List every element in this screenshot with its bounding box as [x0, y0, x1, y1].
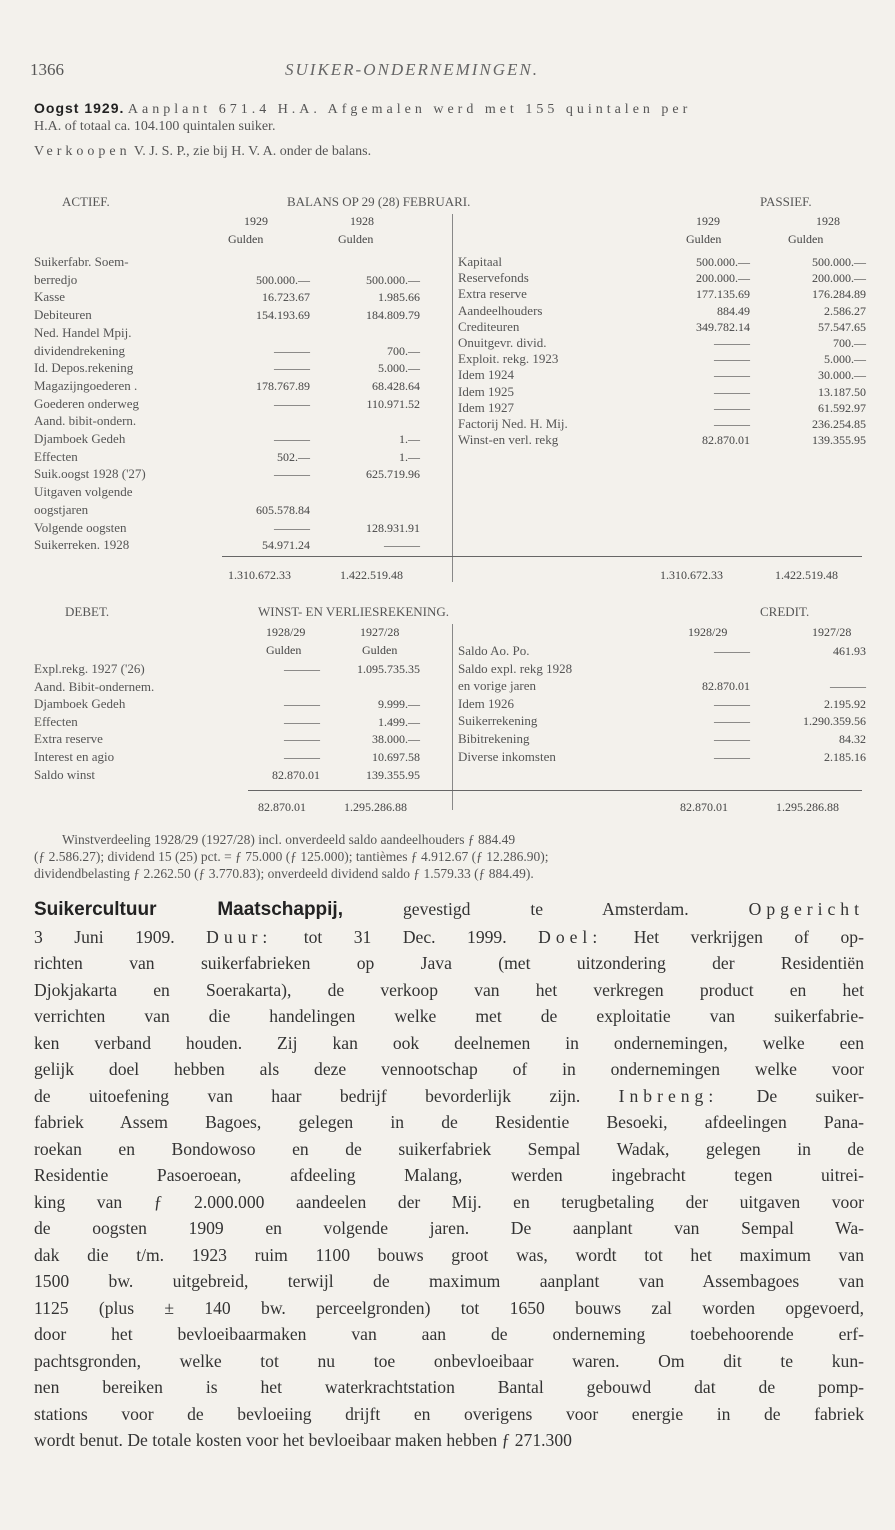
col-year-1929-left: 1929: [244, 214, 268, 228]
liability-row-label: Idem 1925: [458, 383, 514, 399]
col-unit-right-2: Gulden: [788, 232, 824, 246]
debit-row-label: Djamboek Gedeh: [34, 696, 126, 712]
liability-row-label: Reservefonds: [458, 270, 529, 286]
debit-row-value: 1.095.735.35: [357, 662, 420, 676]
company-line-21: wordt benut. De totale kosten voor het bevloeibaar maken hebben ƒ 271.300: [34, 1430, 572, 1450]
company-line-9: fabriek Assem Bagoes, gelegen in de Residentie Besoeki, afdeelingen Pana-: [34, 1112, 864, 1132]
asset-row-label: Kasse: [34, 289, 66, 305]
liability-row-label: Onuitgevr. divid.: [458, 335, 547, 350]
liability-row-label: Idem 1927: [458, 399, 514, 415]
winst-col-year-2-left: 1927/28: [360, 625, 400, 639]
asset-row-label: Uitgaven volgende: [34, 484, 133, 500]
liability-row-value: 349.782.14: [696, 319, 750, 334]
debit-row-label: Expl.rekg. 1927 ('26): [34, 661, 145, 676]
liability-row-value: 700.—: [833, 336, 866, 350]
credit-row-value: ———: [714, 644, 750, 658]
company-line-5: verrichten van die handelingen welke met de exploitatie van suikerfabrie-: [34, 1006, 864, 1026]
asset-row-value: 68.428.64: [372, 378, 420, 393]
liability-row-value: 236.254.85: [812, 417, 866, 431]
asset-row-value: ———: [274, 396, 310, 411]
winstverdeeling-line-1: Winstverdeeling 1928/29 (1927/28) incl. onverdeeld saldo aandeelhouders ƒ 884.49: [62, 832, 516, 847]
asset-row-label: Aand. bibit-ondern.: [34, 413, 137, 429]
liability-row-value: 139.355.95: [812, 433, 866, 448]
company-line-20: stations voor de bevloeiing drijft en overigens voor energie in de fabriek: [34, 1403, 864, 1424]
liabilities-total-1929: 1.310.672.33: [660, 568, 723, 582]
asset-row-value: ———: [274, 520, 310, 535]
company-description: [34, 896, 864, 1454]
asset-row-label: Effecten: [34, 448, 78, 464]
credit-total-1: 82.870.01: [680, 800, 728, 814]
company-name: Suikercultuur Maatschappij,: [34, 899, 343, 920]
liability-row-value: 57.547.65: [818, 319, 866, 334]
winst-col-year-1-right: 1928/29: [688, 625, 728, 639]
col-unit-left-1: Gulden: [228, 232, 264, 246]
col-unit-left-2: Gulden: [338, 232, 374, 246]
liability-row-value: 176.284.89: [812, 287, 866, 302]
asset-row-value: 154.193.69: [256, 308, 310, 323]
liability-row-label: Aandeelhouders: [458, 302, 543, 318]
liability-row-label: Factorij Ned. H. Mij.: [458, 416, 568, 431]
company-line-4: Djokjakarta en Soerakarta), de verkoop van het verkregen product en het: [34, 979, 864, 1000]
col-year-1928-right: 1928: [816, 214, 840, 228]
asset-row-value: ———: [274, 343, 310, 358]
asset-row-value: 54.971.24: [262, 538, 310, 553]
credit-row-label: en vorige jaren: [458, 678, 536, 694]
asset-row-label: berredjo: [34, 271, 78, 287]
debit-row-label: Effecten: [34, 713, 78, 729]
credit-row-label: Saldo expl. rekg 1928: [458, 660, 573, 676]
debit-total-2: 1.295.286.88: [344, 800, 407, 814]
asset-row-label: Suikerfabr. Soem-: [34, 254, 129, 269]
asset-row-value: ———: [274, 361, 310, 376]
liability-row-value: ———: [714, 352, 750, 367]
passief-heading: PASSIEF.: [760, 194, 812, 209]
debit-row-label: Aand. Bibit-ondernem.: [34, 678, 155, 694]
credit-row-value: ———: [714, 696, 750, 711]
liability-row-value: 177.135.69: [696, 287, 750, 302]
asset-row-value: 605.578.84: [256, 502, 310, 517]
asset-row-value: 700.—: [387, 343, 420, 358]
liability-row-value: 5.000.—: [824, 352, 866, 367]
company-line-13: de oogsten 1909 en volgende jaren. De aanplant van Sempal Wa-: [34, 1218, 864, 1238]
asset-row-label: Magazijngoederen .: [34, 377, 138, 393]
asset-row-value: ———: [384, 538, 420, 553]
company-line-6: ken verband houden. Zij kan ook deelnemen in ondernemingen, welke een: [34, 1032, 864, 1053]
credit-row-value: ———: [714, 714, 750, 729]
debit-row-value: 9.999.—: [378, 697, 420, 712]
company-line-3: richten van suikerfabrieken op Java (met uitzondering der Residentiën: [34, 953, 864, 973]
asset-row-label: Djamboek Gedeh: [34, 431, 126, 446]
debet-heading: DEBET.: [65, 604, 110, 619]
winst-col-unit-left-2: Gulden: [362, 643, 398, 657]
company-line-12: king van ƒ 2.000.000 aandeelen der Mij. en terugbetaling der uitgaven voor: [34, 1191, 864, 1212]
credit-row-value: 2.185.16: [824, 749, 866, 764]
asset-row-label: dividendrekening: [34, 342, 125, 358]
oogst-line-2: H.A. of totaal ca. 104.100 quintalen suiker.: [34, 119, 276, 134]
asset-row-label: Goederen onderweg: [34, 395, 140, 411]
credit-row-value: 2.195.92: [824, 696, 866, 711]
liability-row-value: 200.000.—: [696, 271, 750, 286]
credit-row-value: ———: [714, 732, 750, 746]
credit-row-value: ———: [830, 679, 866, 694]
oogst-text: Aanplant 671.4 H.A. Afgemalen werd met 155 quintalen per: [127, 102, 692, 117]
company-line-14: dak die t/m. 1923 ruim 1100 bouws groot was, wordt tot het maximum van: [34, 1244, 864, 1265]
debit-row-value: ———: [284, 662, 320, 676]
liability-row-label: Winst-en verl. rekg: [458, 432, 559, 448]
credit-row-label: Bibitrekening: [458, 731, 530, 746]
debit-row-label: Interest en agio: [34, 749, 115, 764]
asset-row-value: 500.000.—: [256, 272, 310, 287]
liability-row-value: 500.000.—: [812, 255, 866, 269]
asset-row-value: 625.719.96: [366, 467, 420, 482]
asset-row-value: 1.—: [399, 432, 420, 446]
liability-row-label: Crediteuren: [458, 318, 520, 334]
winst-col-year-1-left: 1928/29: [266, 625, 306, 639]
debit-row-value: ———: [284, 732, 320, 747]
liability-row-value: 200.000.—: [812, 271, 866, 286]
asset-row-value: 500.000.—: [366, 272, 420, 287]
balance-heading: BALANS OP 29 (28) FEBRUARI.: [287, 194, 471, 209]
debit-row-value: 139.355.95: [366, 767, 420, 782]
asset-row-label: oogstjaren: [34, 501, 89, 517]
running-title: SUIKER-ONDERNEMINGEN.: [285, 60, 540, 79]
company-line-2: 3 Juni 1909. Duur: tot 31 Dec. 1999. Doel: Het verkrijgen of op-: [34, 926, 864, 947]
company-line-17: door het bevloeibaarmaken van aan de onderneming toebehoorende erf-: [34, 1324, 864, 1344]
asset-row-value: 1.—: [399, 449, 420, 464]
asset-row-value: 502.—: [277, 449, 310, 464]
credit-row-value: 461.93: [833, 644, 866, 658]
debit-row-value: 38.000.—: [372, 732, 420, 747]
company-line-19: nen bereiken is het waterkrachtstation Bantal gebouwd dat de pomp-: [34, 1377, 864, 1397]
page-number: 1366: [30, 60, 64, 79]
company-line-7: gelijk doel hebben als deze vennootschap of in ondernemingen welke voor: [34, 1059, 864, 1079]
credit-row-value: ———: [714, 749, 750, 764]
liability-row-value: 884.49: [717, 303, 750, 318]
asset-row-label: Volgende oogsten: [34, 519, 127, 535]
debit-row-value: 82.870.01: [272, 767, 320, 782]
asset-row-value: 110.971.52: [366, 396, 420, 411]
asset-row-label: Debiteuren: [34, 307, 92, 323]
asset-row-value: 1.985.66: [378, 290, 420, 305]
debit-row-value: 10.697.58: [372, 750, 420, 764]
verkoopen-label: Verkoopen: [34, 144, 131, 159]
verkoopen-line: [34, 144, 371, 160]
liability-row-value: ———: [714, 400, 750, 415]
liabilities-total-1928: 1.422.519.48: [775, 568, 838, 582]
credit-row-value: 82.870.01: [702, 679, 750, 694]
asset-row-value: 5.000.—: [378, 361, 420, 376]
debit-row-value: ———: [284, 750, 320, 764]
oogst-label: Oogst 1929.: [34, 100, 125, 116]
assets-total-1928: 1.422.519.48: [340, 568, 403, 582]
debit-row-value: ———: [284, 697, 320, 712]
liability-row-value: ———: [714, 368, 750, 383]
asset-row-label: Ned. Handel Mpij.: [34, 324, 132, 340]
liability-row-value: ———: [714, 384, 750, 399]
oogst-line: [34, 100, 691, 118]
liability-row-value: 13.187.50: [818, 384, 866, 399]
liability-row-label: Exploit. rekg. 1923: [458, 351, 559, 367]
col-year-1928-left: 1928: [350, 214, 374, 228]
credit-row-value: 1.290.359.56: [803, 714, 866, 729]
asset-row-label: Suik.oogst 1928 ('27): [34, 466, 146, 482]
asset-row-value: ———: [274, 467, 310, 482]
credit-row-label: Saldo Ao. Po.: [458, 643, 530, 658]
company-line-15: 1500 bw. uitgebreid, terwijl de maximum aanplant van Assembagoes van: [34, 1271, 864, 1291]
asset-row-value: 16.723.67: [262, 290, 310, 305]
credit-row-value: 84.32: [839, 732, 866, 746]
credit-row-label: Suikerrekening: [458, 713, 538, 729]
asset-row-value: ———: [274, 432, 310, 446]
company-line-1: Suikercultuur Maatschappij, gevestigd te Amsterdam. Opgericht: [34, 899, 864, 920]
liability-row-label: Idem 1924: [458, 367, 514, 383]
asset-row-value: 128.931.91: [366, 520, 420, 535]
winst-heading: WINST- EN VERLIESREKENING.: [258, 604, 450, 619]
winst-col-year-2-right: 1927/28: [812, 625, 852, 639]
debit-row-label: Saldo winst: [34, 766, 96, 782]
col-year-1929-right: 1929: [696, 214, 720, 228]
liability-row-value: 500.000.—: [696, 255, 750, 269]
liability-row-value: 82.870.01: [702, 433, 750, 448]
company-line-18: pachtsgronden, welke tot nu toe onbevloeibaar waren. Om dit te kun-: [34, 1350, 864, 1371]
liability-row-value: 30.000.—: [818, 368, 866, 383]
company-line-16: 1125 (plus ± 140 bw. perceelgronden) tot 1650 bouws zal worden opgevoerd,: [34, 1297, 864, 1318]
debit-total-1: 82.870.01: [258, 800, 306, 814]
asset-row-value: 178.767.89: [256, 378, 310, 393]
asset-row-value: 184.809.79: [366, 308, 420, 323]
winstverdeeling-line-2: (ƒ 2.586.27); dividend 15 (25) pct. = ƒ 75.000 (ƒ 125.000); tantièmes ƒ 4.912.67 (ƒ 12.286.90);: [34, 849, 549, 864]
company-line-10: roekan en Bondowoso en de suikerfabriek Sempal Wadak, gelegen in de: [34, 1138, 864, 1159]
verkoopen-text: V. J. S. P., zie bij H. V. A. onder de balans.: [133, 144, 372, 159]
credit-row-label: Diverse inkomsten: [458, 748, 556, 764]
liability-row-label: Extra reserve: [458, 286, 527, 302]
winstverdeeling-line-3: dividendbelasting ƒ 2.262.50 (ƒ 3.770.83); onverdeeld dividend saldo ƒ 1.579.33 (ƒ 884.49).: [34, 866, 534, 881]
liability-row-label: Kapitaal: [458, 254, 503, 269]
credit-heading: CREDIT.: [760, 604, 810, 619]
debit-row-label: Extra reserve: [34, 731, 103, 747]
winst-col-unit-left-1: Gulden: [266, 643, 302, 657]
credit-row-label: Idem 1926: [458, 695, 514, 711]
liability-row-value: ———: [714, 417, 750, 431]
liability-row-value: 61.592.97: [818, 400, 866, 415]
credit-total-2: 1.295.286.88: [776, 800, 839, 814]
company-line-8: de uitoefening van haar bedrijf bevorderlijk zijn. Inbreng: De suiker-: [34, 1085, 865, 1106]
asset-row-label: Id. Depos.rekening: [34, 360, 134, 376]
liability-row-value: 2.586.27: [824, 303, 866, 318]
assets-total-1929: 1.310.672.33: [228, 568, 291, 582]
debit-row-value: 1.499.—: [378, 714, 420, 729]
asset-row-label: Suikerreken. 1928: [34, 537, 130, 553]
col-unit-right-1: Gulden: [686, 232, 722, 246]
debit-row-value: ———: [284, 714, 320, 729]
actief-heading: ACTIEF.: [62, 194, 110, 209]
company-line-11: Residentie Pasoeroean, afdeeling Malang, werden ingebracht tegen uitrei-: [34, 1165, 864, 1185]
liability-row-value: ———: [714, 336, 750, 350]
